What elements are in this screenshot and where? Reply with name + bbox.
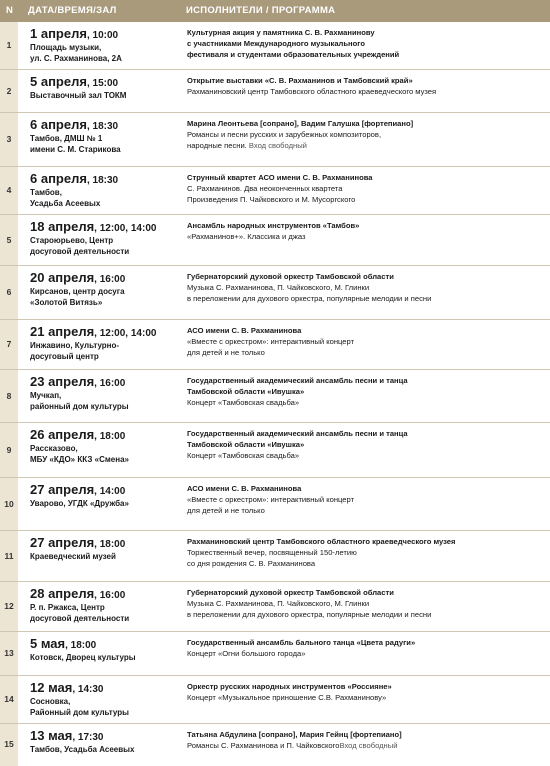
program-cell <box>187 27 542 60</box>
table-row <box>0 215 550 266</box>
program-description-text: для детей и не только <box>187 506 265 515</box>
program-cell <box>187 681 542 703</box>
date-cell <box>30 219 180 257</box>
event-venue-line: Тамбов, <box>30 188 62 197</box>
event-time: , 14:00 <box>94 486 126 497</box>
event-venue-line: Тамбов, ДМШ № 1 <box>30 134 103 143</box>
performer-title-line: Струнный квартет АСО имени С. В. Рахманинова <box>187 173 373 182</box>
program-cell <box>187 428 542 461</box>
program-description-line <box>187 140 542 151</box>
row-number: 12 <box>4 601 14 611</box>
event-date: 12 мая <box>30 680 73 695</box>
event-date: 6 апреля <box>30 117 87 132</box>
date-cell <box>30 427 180 465</box>
program-description-line <box>187 86 542 97</box>
free-entry-note: Вход свободный <box>339 741 398 750</box>
event-venue-line: досуговой деятельности <box>30 247 130 256</box>
program-description-text: Концерт «Огни большого города» <box>187 649 306 658</box>
program-description-line <box>187 231 542 242</box>
program-description-line <box>187 648 542 659</box>
performer-title-line: АСО имени С. В. Рахманинова <box>187 326 302 335</box>
program-description-text: для детей и не только <box>187 348 265 357</box>
program-cell <box>187 729 542 751</box>
header-n: N <box>6 5 14 16</box>
date-cell <box>30 117 180 155</box>
event-time: , 12:00, 14:00 <box>94 223 157 234</box>
program-cell <box>187 172 542 205</box>
event-date: 1 апреля <box>30 26 87 41</box>
program-description-line <box>187 494 542 505</box>
row-number: 9 <box>6 445 12 455</box>
performer-title-line: Марина Леонтьева [сопрано], Вадим Галушка [фортепиано] <box>187 119 414 128</box>
row-number: 4 <box>6 185 12 195</box>
event-venue-line: Р. п. Ржакса, Центр <box>30 603 105 612</box>
row-number: 11 <box>4 551 14 561</box>
row-number: 7 <box>6 339 12 349</box>
event-date: 5 мая <box>30 636 66 651</box>
program-description-text: «Вместе с оркестром»: интерактивный концерт <box>187 495 355 504</box>
program-description-line <box>187 692 542 703</box>
table-row <box>0 70 550 113</box>
event-time: , 18:00 <box>94 431 126 442</box>
program-description-line <box>187 183 542 194</box>
event-venue-line: «Золотой Витязь» <box>30 298 103 307</box>
event-venue-line: Кирсанов, центр досуга <box>30 287 125 296</box>
table-row <box>0 423 550 478</box>
event-venue-line: Районный дом культуры <box>30 708 129 717</box>
free-entry-note: Вход свободный <box>246 141 307 150</box>
event-date: 13 мая <box>30 728 73 743</box>
program-cell <box>187 536 542 569</box>
date-cell <box>30 26 180 64</box>
program-cell <box>187 483 542 516</box>
performer-title-line: Тамбовской области «Ивушка» <box>187 387 305 396</box>
event-date: 27 апреля <box>30 482 95 497</box>
program-description-text: «Вместе с оркестром»: интерактивный концерт <box>187 337 355 346</box>
program-description-text: С. Рахманинов. Два неоконченных квартета <box>187 184 343 193</box>
program-description-text: со дня рождения С. В. Рахманинова <box>187 559 316 568</box>
table-row <box>0 582 550 632</box>
event-time: , 14:30 <box>72 684 104 695</box>
program-description-text: в переложении для духового оркестра, популярные мелодии и песни <box>187 610 432 619</box>
date-cell <box>30 74 180 101</box>
date-cell <box>30 728 180 755</box>
row-number: 15 <box>4 739 14 749</box>
row-number: 5 <box>6 235 12 245</box>
performer-title-line: Государственный академический ансамбль песни и танца <box>187 429 408 438</box>
event-date: 5 апреля <box>30 74 87 89</box>
header-datetime: ДАТА/ВРЕМЯ/ЗАЛ <box>28 5 117 16</box>
performer-title-line: Ансамбль народных инструментов «Тамбов» <box>187 221 360 230</box>
event-date: 23 апреля <box>30 374 95 389</box>
event-time: , 17:30 <box>72 732 104 743</box>
event-venue-line: досуговой деятельности <box>30 614 130 623</box>
performer-title-line: Государственный ансамбль бального танца «Цвета радуги» <box>187 638 416 647</box>
event-venue-line: Рассказово, <box>30 444 78 453</box>
performer-title-line: Оркестр русских народных инструментов «Россияне» <box>187 682 392 691</box>
table-row <box>0 676 550 724</box>
table-row <box>0 632 550 676</box>
program-description-text: «Рахманинов+». Классика и джаз <box>187 232 306 241</box>
event-date: 26 апреля <box>30 427 95 442</box>
row-number: 6 <box>6 287 12 297</box>
program-cell <box>187 220 542 242</box>
program-description-text: Музыка С. Рахманинова, П. Чайковского, М. Глинки <box>187 283 370 292</box>
program-description-line <box>187 397 542 408</box>
event-venue-line: Усадьба Асеевых <box>30 199 101 208</box>
event-venue-line: МБУ «КДО» ККЗ «Смена» <box>30 455 129 464</box>
row-number: 13 <box>4 648 14 658</box>
program-description-line <box>187 598 542 609</box>
date-cell <box>30 680 180 718</box>
event-date: 21 апреля <box>30 324 95 339</box>
event-venue-line: имени С. М. Старикова <box>30 145 121 154</box>
program-description-line <box>187 450 542 461</box>
event-venue-line: Мучкап, <box>30 391 62 400</box>
event-venue-line: Уварово, УГДК «Дружба» <box>30 499 129 508</box>
date-cell <box>30 636 180 663</box>
program-description-text: Романсы и песни русских и зарубежных композиторов, <box>187 130 382 139</box>
performer-title-line: Открытие выставки «С. В. Рахманинов и Тамбовский край» <box>187 76 413 85</box>
event-venue-line: Сосновка, <box>30 697 71 706</box>
event-time: , 16:00 <box>94 274 126 285</box>
performer-title-line: АСО имени С. В. Рахманинова <box>187 484 302 493</box>
table-row <box>0 167 550 215</box>
event-time: , 18:00 <box>94 539 126 550</box>
date-cell <box>30 586 180 624</box>
table-row <box>0 113 550 167</box>
table-row <box>0 478 550 531</box>
date-cell <box>30 270 180 308</box>
performer-title-line: Государственный академический ансамбль песни и танца <box>187 376 408 385</box>
program-cell <box>187 271 542 304</box>
program-description-text: Концерт «Тамбовская свадьба» <box>187 398 300 407</box>
program-description-line <box>187 547 542 558</box>
event-date: 28 апреля <box>30 586 95 601</box>
performer-title-line: с участниками Международного музыкального <box>187 39 365 48</box>
event-venue-line: районный дом культуры <box>30 402 129 411</box>
event-time: , 10:00 <box>86 30 119 41</box>
date-cell <box>30 535 180 562</box>
event-date: 6 апреля <box>30 171 87 186</box>
date-cell <box>30 374 180 412</box>
program-description-line <box>187 194 542 205</box>
performer-title-line: фестиваля и студентами образовательных учреждений <box>187 50 400 59</box>
table-row <box>0 320 550 370</box>
event-time: , 18:30 <box>86 175 119 186</box>
performer-title-line: Губернаторский духовой оркестр Тамбовской области <box>187 272 394 281</box>
event-time: , 12:00, 14:00 <box>94 328 157 339</box>
program-cell <box>187 325 542 358</box>
program-description-line <box>187 740 542 751</box>
program-cell <box>187 637 542 659</box>
table-row <box>0 370 550 423</box>
program-description-text: в переложении для духового оркестра, популярные мелодии и песни <box>187 294 432 303</box>
program-description-line <box>187 129 542 140</box>
program-description-text: Концерт «Музыкальное приношение С.В. Рахманинову» <box>187 693 387 702</box>
event-date: 18 апреля <box>30 219 95 234</box>
date-cell <box>30 482 180 509</box>
event-venue-line: ул. С. Рахманинова, 2А <box>30 54 122 63</box>
performer-title-line: Культурная акция у памятника С. В. Рахманинову <box>187 28 375 37</box>
date-cell <box>30 171 180 209</box>
header-program: ИСПОЛНИТЕЛИ / ПРОГРАММА <box>186 5 336 16</box>
event-time: , 18:30 <box>86 121 119 132</box>
program-description-text: Концерт «Тамбовская свадьба» <box>187 451 300 460</box>
performer-title-line: Губернаторский духовой оркестр Тамбовской области <box>187 588 394 597</box>
table-header <box>0 0 550 22</box>
event-time: , 16:00 <box>94 590 126 601</box>
program-description-text: Музыка С. Рахманинова, П. Чайковского, М. Глинки <box>187 599 370 608</box>
date-cell <box>30 324 180 362</box>
program-cell <box>187 375 542 408</box>
table-row <box>0 266 550 320</box>
event-venue-line: Площадь музыки, <box>30 43 102 52</box>
event-venue-line: Инжавино, Культурно- <box>30 341 120 350</box>
program-description-line <box>187 609 542 620</box>
performer-title-line: Татьяна Абдулина [сопрано], Мария Гейнц [фортепиано] <box>187 730 402 739</box>
program-description-line <box>187 558 542 569</box>
program-cell <box>187 118 542 151</box>
event-venue-line: Староюрьево, Центр <box>30 236 114 245</box>
table-row <box>0 22 550 70</box>
table-row <box>0 724 550 765</box>
event-date: 27 апреля <box>30 535 95 550</box>
row-number: 1 <box>6 40 12 50</box>
program-description-text: Торжественный вечер, посвященный 150-летию <box>187 548 357 557</box>
event-time: , 16:00 <box>94 378 126 389</box>
row-number: 2 <box>6 86 12 96</box>
event-venue-line: досуговый центр <box>30 352 99 361</box>
performer-title-line: Рахманиновский центр Тамбовского областного краеведческого музея <box>187 537 456 546</box>
event-venue-line: Краеведческий музей <box>30 552 116 561</box>
program-description-line <box>187 282 542 293</box>
program-description-line <box>187 336 542 347</box>
event-time: , 18:00 <box>65 640 97 651</box>
performer-title-line: Тамбовской области «Ивушка» <box>187 440 305 449</box>
event-time: , 15:00 <box>86 78 119 89</box>
row-number: 8 <box>6 391 12 401</box>
program-description-line <box>187 293 542 304</box>
program-cell <box>187 75 542 97</box>
event-date: 20 апреля <box>30 270 95 285</box>
event-venue-line: Котовск, Дворец культуры <box>30 653 136 662</box>
program-description-text: Романсы С. Рахманинова и П. Чайковского <box>187 741 340 750</box>
event-venue-line: Тамбов, Усадьба Асеевых <box>30 745 135 754</box>
event-venue-line: Выставочный зал ТОКМ <box>30 91 127 100</box>
program-description-line <box>187 347 542 358</box>
row-number: 3 <box>6 134 12 144</box>
program-cell <box>187 587 542 620</box>
program-description-text: народные песни. <box>187 141 247 150</box>
program-description-text: Произведения П. Чайковского и М. Мусоргского <box>187 195 356 204</box>
table-row <box>0 531 550 582</box>
row-number: 14 <box>4 694 14 704</box>
program-description-line <box>187 505 542 516</box>
row-number: 10 <box>4 499 14 509</box>
program-description-text: Рахманиновский центр Тамбовского областного краеведческого музея <box>187 87 437 96</box>
